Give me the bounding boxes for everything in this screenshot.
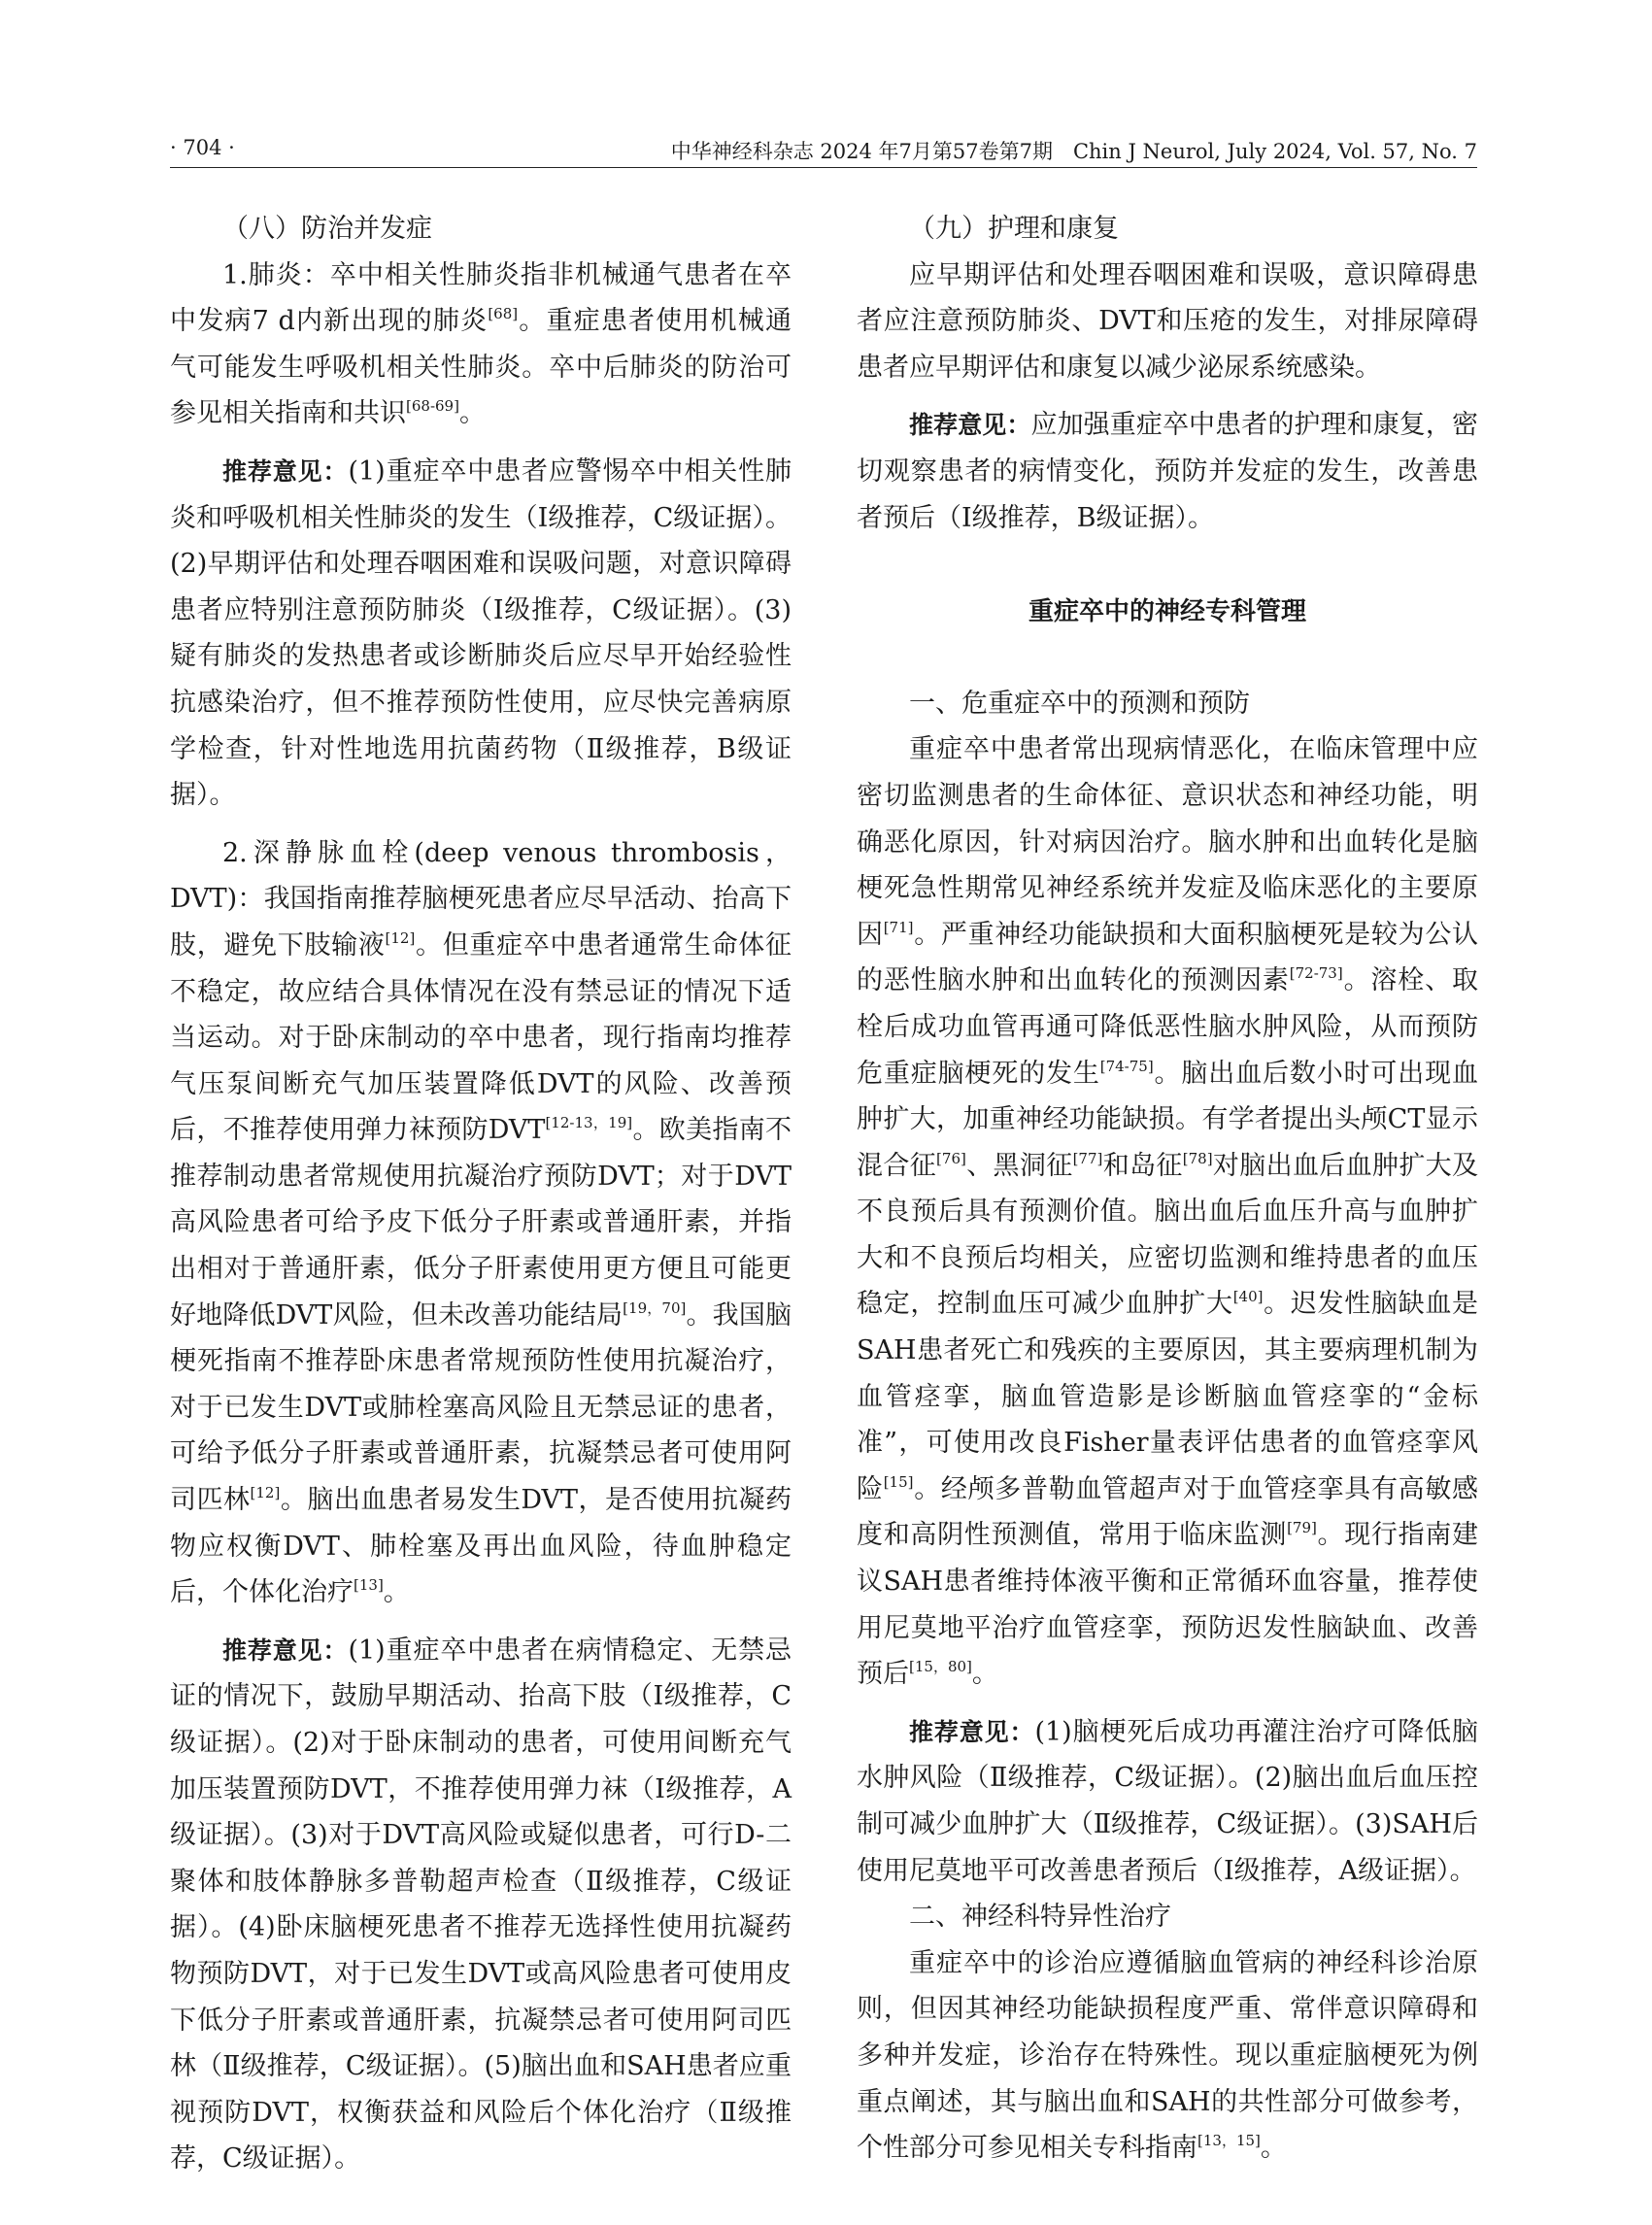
citation: [76] — [936, 1149, 966, 1167]
page-header — [170, 134, 1477, 168]
citation: [40] — [1232, 1288, 1264, 1306]
citation: [15] — [883, 1472, 914, 1491]
recommendation-nursing: 推荐意见：应加强重症卒中患者的护理和康复，密切观察患者的病情变化，预防并发症的发生，改善患者预后（Ⅰ级推荐，B级证据）。 — [857, 410, 1478, 533]
subsection-heading-2: 二、神经科特异性治疗 — [909, 1902, 1171, 1933]
paragraph-prediction: 重症卒中患者常出现病情恶化，在临床管理中应密切监测患者的生命体征、意识状态和神经功能，明确恶化原因，针对病因治疗。脑水肿和出血转化是脑梗死急性期常见神经系统并发症及临床恶化的主要原因[71]。严重神经功能缺损和大面积脑梗死是较为公认的恶性脑水肿和出血转化的预测因素[72-73]。溶栓、取栓后成功血管再通可降低恶性脑水肿风险，从而预防危重症脑梗死的发生[74-75]。脑出血后数小时可出现血肿扩大，加重神经功能缺损。有学者提出头颅CT显示混合征[76]、黑洞征[77]和岛征[78]对脑出血后血肿扩大及不良预后具有预测价值。脑出血后血压升高与血肿扩大和不良预后均相关，应密切监测和维持患者的血压稳定，控制血压可减少血肿扩大[40]。迟发性脑缺血是SAH患者死亡和残疾的主要原因，其主要病理机制为血管痉挛，脑血管造影是诊断脑血管痉挛的“金标准”，可使用改良Fisher量表评估患者的血管痉挛风险[15]。经颅多普勒血管超声对于血管痉挛具有高敏感度和高阴性预测值，常用于临床监测[79]。现行指南建议SAH患者维持体液平衡和正常循环血容量，推荐使用尼莫地平治疗血管痉挛，预防迟发性脑缺血、改善预后[15，80]。 — [857, 734, 1479, 1690]
citation: [12-13，19] — [545, 1114, 633, 1132]
recommendation-dvt: 推荐意见：(1)重症卒中患者在病情稳定、无禁忌证的情况下，鼓励早期活动、抬高下肢（Ⅰ级推荐，C级证据）。(2)对于卧床制动的患者，可使用间断充气加压装置预防DVT，不推荐使用弹力袜（Ⅰ级推荐，A级证据）。(3)对于DVT高风险或疑似患者，可行D-二聚体和肢体静脉多普勒超声检查（Ⅱ级推荐，C级证据）。(4)卧床脑梗死患者不推荐无选择性使用抗凝药物预防DVT，对于已发生DVT或高风险患者可使用皮下低分子肝素或普通肝素，抗凝禁忌者可使用阿司匹林（Ⅱ级推荐，C级证据）。(5)脑出血和SAH患者应重视预防DVT，权衡获益和风险后个体化治疗（Ⅱ级推荐，C级证据）。 — [170, 1635, 792, 2174]
citation: [79] — [1287, 1519, 1317, 1537]
citation: [77] — [1072, 1149, 1103, 1167]
recommendation-prediction: 推荐意见：(1)脑梗死后成功再灌注治疗可降低脑水肿风险（Ⅱ级推荐，C级证据）。(2)脑出血后血压控制可减少血肿扩大（Ⅱ级推荐，C级证据）。(3)SAH后使用尼莫地平可改善患者预后（Ⅰ级推荐，A级证据）。 — [857, 1716, 1478, 1886]
citation: [12] — [385, 928, 416, 947]
subsection-heading-1: 一、危重症卒中的预测和预防 — [909, 688, 1250, 719]
citation: [71] — [883, 918, 914, 936]
page-number: · 704 · — [170, 136, 235, 159]
section-title: 重症卒中的神经专科管理 — [1028, 597, 1306, 627]
citation: [13] — [354, 1576, 384, 1595]
paragraph-pneumonia: 1.肺炎：卒中相关性肺炎指非机械通气患者在卒中发病7 d内新出现的肺炎[68]。重症患者使用机械通气可能发生呼吸机相关性肺炎。卒中后肺炎的防治可参见相关指南和共识[68-69]。 — [170, 259, 792, 429]
citation: [74-75] — [1099, 1057, 1154, 1075]
citation: [72-73] — [1289, 964, 1343, 983]
citation: [15，80] — [909, 1658, 972, 1676]
citation: [68-69] — [406, 397, 459, 416]
paragraph-specific-treatment: 重症卒中的诊治应遵循脑血管病的神经科诊治原则，但因其神经功能缺损程度严重、常伴意识障碍和多种并发症，诊治存在特殊性。现以重症脑梗死为例重点阐述，其与脑出血和SAH的共性部分可做参考，个性部分可参见相关专科指南[13，15]。 — [857, 1947, 1478, 2164]
recommendation-label: 推荐意见： — [909, 1717, 1035, 1746]
left-column — [170, 206, 792, 2182]
paragraph-nursing: 应早期评估和处理吞咽困难和误吸，意识障碍患者应注意预防肺炎、DVT和压疮的发生，对排尿障碍患者应早期评估和康复以减少泌尿系统感染。 — [857, 259, 1478, 383]
recommendation-label: 推荐意见： — [222, 1635, 349, 1665]
journal-citation: 中华神经科杂志 2024 年7月第57卷第7期 Chin J Neurol, July 2024, Vol. 57, No. 7 — [670, 140, 1477, 163]
subsection-heading-9: （九）护理和康复 — [909, 214, 1119, 244]
citation: [12] — [250, 1484, 281, 1502]
citation: [78] — [1182, 1149, 1213, 1167]
citation: [68] — [488, 305, 519, 323]
subsection-heading-8: （八）防治并发症 — [222, 214, 432, 244]
right-column — [857, 206, 1478, 2172]
citation: [19，70] — [623, 1298, 687, 1317]
recommendation-label: 推荐意见： — [222, 456, 349, 486]
paragraph-dvt: 2.深静脉血栓(deep venous thrombosis，DVT)：我国指南推荐脑梗死患者应尽早活动、抬高下肢，避免下肢输液[12]。但重症卒中患者通常生命体征不稳定，故应结合具体情况在没有禁忌证的情况下适当运动。对于卧床制动的卒中患者，现行指南均推荐气压泵间断充气加压装置降低DVT的风险、改善预后，不推荐使用弹力袜预防DVT[12-13，19]。欧美指南不推荐制动患者常规使用抗凝治疗预防DVT；对于DVT高风险患者可给予皮下低分子肝素或普通肝素，并指出相对于普通肝素，低分子肝素使用更方便且可能更好地降低DVT风险，但未改善功能结局[19，70]。我国脑梗死指南不推荐卧床患者常规预防性使用抗凝治疗，对于已发生DVT或肺栓塞高风险且无禁忌证的患者，可给予低分子肝素或普通肝素，抗凝禁忌者可使用阿司匹林[12]。脑出血患者易发生DVT，是否使用抗凝药物应权衡DVT、肺栓塞及再出血风险，待血肿稳定后，个体化治疗[13]。 — [170, 837, 792, 1608]
recommendation-label: 推荐意见： — [909, 411, 1031, 440]
citation: [13，15] — [1197, 2132, 1261, 2150]
recommendation-pneumonia: 推荐意见：(1)重症卒中患者应警惕卒中相关性肺炎和呼吸机相关性肺炎的发生（Ⅰ级推荐，C级证据）。(2)早期评估和处理吞咽困难和误吸问题，对意识障碍患者应特别注意预防肺炎（Ⅰ级推荐，C级证据）。(3)疑有肺炎的发热患者或诊断肺炎后应尽早开始经验性抗感染治疗，但不推荐预防性使用，应尽快完善病原学检查，针对性地选用抗菌药物（Ⅱ级推荐，B级证据）。 — [170, 455, 792, 811]
